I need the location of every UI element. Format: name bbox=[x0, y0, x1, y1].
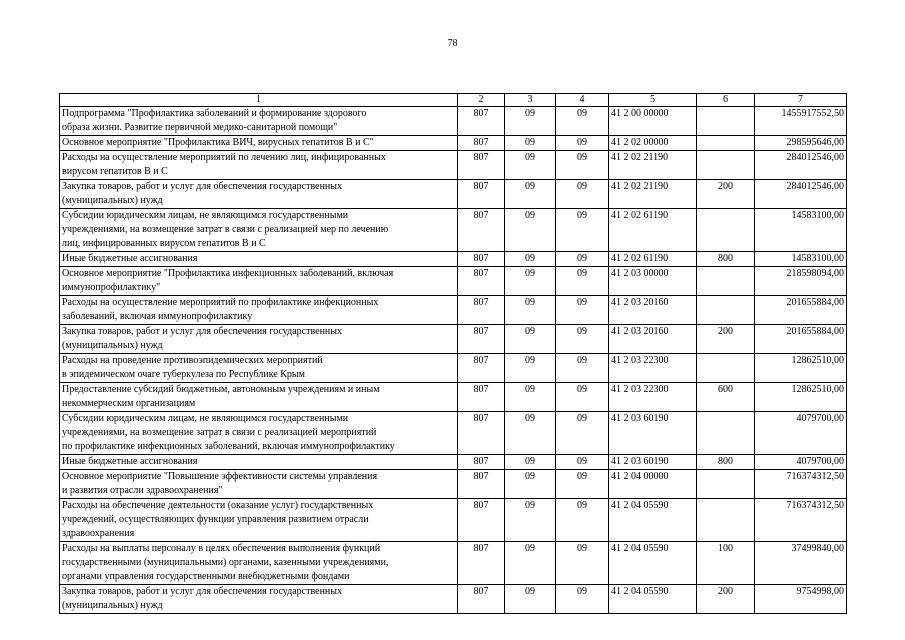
row-name-cell: Основное мероприятие "Профилактика инфекционных заболеваний, включая иммунопрофилактику" bbox=[60, 267, 458, 296]
row-name-cell: Расходы на обеспечение деятельности (оказание услуг) государственных учреждений, осуществляющих функции управления развитием отрасли здравоохранения bbox=[60, 499, 458, 542]
row-amount-cell: 12862510,00 bbox=[755, 383, 847, 412]
row-section-cell: 09 bbox=[505, 542, 556, 585]
row-name-cell: Подпрограмма "Профилактика заболеваний и формирование здорового образа жизни. Развитие первичной медико-санитарной помощи" bbox=[60, 107, 458, 136]
row-section-cell: 09 bbox=[505, 383, 556, 412]
row-amount-cell: 14583100,00 bbox=[755, 252, 847, 267]
row-section-cell: 09 bbox=[505, 252, 556, 267]
row-target-article-cell: 41 2 03 60190 bbox=[609, 412, 697, 455]
table-row bbox=[60, 267, 847, 296]
row-target-article-cell: 41 2 04 05590 bbox=[609, 542, 697, 585]
row-target-article-cell: 41 2 04 05590 bbox=[609, 499, 697, 542]
row-section-cell: 09 bbox=[505, 107, 556, 136]
row-expense-type-cell bbox=[697, 499, 755, 542]
table-row bbox=[60, 455, 847, 470]
row-subsection-cell: 09 bbox=[556, 107, 609, 136]
table-row bbox=[60, 470, 847, 499]
row-admin-code-cell: 807 bbox=[458, 383, 505, 412]
row-section-cell: 09 bbox=[505, 267, 556, 296]
row-amount-cell: 4079700,00 bbox=[755, 455, 847, 470]
row-target-article-cell: 41 2 04 05590 bbox=[609, 585, 697, 614]
row-amount-cell: 12862510,00 bbox=[755, 354, 847, 383]
table-row bbox=[60, 180, 847, 209]
row-amount-cell: 218598094,00 bbox=[755, 267, 847, 296]
row-expense-type-cell: 800 bbox=[697, 252, 755, 267]
row-target-article-cell: 41 2 03 60190 bbox=[609, 455, 697, 470]
row-name-cell: Расходы на проведение противоэпидемических мероприятий в эпидемическом очаге туберкулеза по Республике Крым bbox=[60, 354, 458, 383]
row-subsection-cell: 09 bbox=[556, 455, 609, 470]
row-name-cell: Основное мероприятие "Повышение эффективности системы управления и развития отрасли здравоохранения" bbox=[60, 470, 458, 499]
row-subsection-cell: 09 bbox=[556, 180, 609, 209]
row-amount-cell: 716374312,50 bbox=[755, 499, 847, 542]
row-expense-type-cell: 200 bbox=[697, 585, 755, 614]
row-amount-cell: 9754998,00 bbox=[755, 585, 847, 614]
row-name-cell: Расходы на выплаты персоналу в целях обеспечения выполнения функций государственными (муниципальными) органами, казенными учреждениями, органами управления государственными внебюджетными фондами bbox=[60, 542, 458, 585]
row-section-cell: 09 bbox=[505, 412, 556, 455]
row-admin-code-cell: 807 bbox=[458, 499, 505, 542]
row-admin-code-cell: 807 bbox=[458, 354, 505, 383]
row-target-article-cell: 41 2 04 00000 bbox=[609, 470, 697, 499]
row-expense-type-cell bbox=[697, 354, 755, 383]
table-row bbox=[60, 383, 847, 412]
row-target-article-cell: 41 2 02 61190 bbox=[609, 209, 697, 252]
row-subsection-cell: 09 bbox=[556, 209, 609, 252]
row-section-cell: 09 bbox=[505, 354, 556, 383]
row-admin-code-cell: 807 bbox=[458, 296, 505, 325]
table-row bbox=[60, 412, 847, 455]
row-section-cell: 09 bbox=[505, 455, 556, 470]
header-cell: 2 bbox=[458, 94, 505, 107]
row-subsection-cell: 09 bbox=[556, 267, 609, 296]
row-name-cell: Предоставление субсидий бюджетным, автономным учреждениям и иным некоммерческим организациям bbox=[60, 383, 458, 412]
row-target-article-cell: 41 2 02 21190 bbox=[609, 151, 697, 180]
table-row bbox=[60, 585, 847, 614]
row-target-article-cell: 41 2 03 00000 bbox=[609, 267, 697, 296]
row-subsection-cell: 09 bbox=[556, 470, 609, 499]
row-target-article-cell: 41 2 02 61190 bbox=[609, 252, 697, 267]
row-target-article-cell: 41 2 02 00000 bbox=[609, 136, 697, 151]
row-amount-cell: 201655884,00 bbox=[755, 325, 847, 354]
row-section-cell: 09 bbox=[505, 325, 556, 354]
row-amount-cell: 284012546,00 bbox=[755, 151, 847, 180]
table-row bbox=[60, 296, 847, 325]
row-section-cell: 09 bbox=[505, 136, 556, 151]
row-amount-cell: 201655884,00 bbox=[755, 296, 847, 325]
row-expense-type-cell: 100 bbox=[697, 542, 755, 585]
row-subsection-cell: 09 bbox=[556, 383, 609, 412]
row-admin-code-cell: 807 bbox=[458, 180, 505, 209]
row-name-cell: Расходы на осуществление мероприятий по профилактике инфекционных заболеваний, включая иммунопрофилактику bbox=[60, 296, 458, 325]
row-subsection-cell: 09 bbox=[556, 151, 609, 180]
row-expense-type-cell bbox=[697, 470, 755, 499]
row-target-article-cell: 41 2 03 22300 bbox=[609, 354, 697, 383]
header-cell: 7 bbox=[755, 94, 847, 107]
row-name-cell: Иные бюджетные ассигнования bbox=[60, 455, 458, 470]
header-row bbox=[60, 94, 847, 107]
row-name-cell: Закупка товаров, работ и услуг для обеспечения государственных (муниципальных) нужд bbox=[60, 325, 458, 354]
table-row bbox=[60, 136, 847, 151]
row-expense-type-cell: 200 bbox=[697, 180, 755, 209]
row-amount-cell: 14583100,00 bbox=[755, 209, 847, 252]
row-section-cell: 09 bbox=[505, 470, 556, 499]
row-name-cell: Субсидии юридическим лицам, не являющимся государственными учреждениями, на возмещение затрат в связи с реализацией мероприятий по профилактике инфекционных заболеваний, включая иммунопрофилактику bbox=[60, 412, 458, 455]
row-subsection-cell: 09 bbox=[556, 542, 609, 585]
row-expense-type-cell bbox=[697, 267, 755, 296]
row-name-cell: Расходы на осуществление мероприятий по лечению лиц, инфицированных вирусом гепатитов В и С bbox=[60, 151, 458, 180]
row-subsection-cell: 09 bbox=[556, 296, 609, 325]
table-row bbox=[60, 325, 847, 354]
header-cell: 4 bbox=[556, 94, 609, 107]
row-target-article-cell: 41 2 03 20160 bbox=[609, 325, 697, 354]
budget-table bbox=[59, 93, 847, 614]
row-expense-type-cell bbox=[697, 296, 755, 325]
row-subsection-cell: 09 bbox=[556, 412, 609, 455]
row-subsection-cell: 09 bbox=[556, 499, 609, 542]
header-cell: 1 bbox=[60, 94, 458, 107]
row-amount-cell: 284012546,00 bbox=[755, 180, 847, 209]
row-name-cell: Закупка товаров, работ и услуг для обеспечения государственных (муниципальных) нужд bbox=[60, 180, 458, 209]
row-target-article-cell: 41 2 02 21190 bbox=[609, 180, 697, 209]
table-row bbox=[60, 542, 847, 585]
row-admin-code-cell: 807 bbox=[458, 107, 505, 136]
row-expense-type-cell: 600 bbox=[697, 383, 755, 412]
row-subsection-cell: 09 bbox=[556, 325, 609, 354]
table-row bbox=[60, 151, 847, 180]
row-amount-cell: 4079700,00 bbox=[755, 412, 847, 455]
row-section-cell: 09 bbox=[505, 499, 556, 542]
row-target-article-cell: 41 2 03 22300 bbox=[609, 383, 697, 412]
row-admin-code-cell: 807 bbox=[458, 542, 505, 585]
row-name-cell: Субсидии юридическим лицам, не являющимся государственными учреждениями, на возмещение затрат в связи с реализацией мер по лечению лиц, инфицированных вирусом гепатитов В и С bbox=[60, 209, 458, 252]
row-section-cell: 09 bbox=[505, 180, 556, 209]
table-row bbox=[60, 354, 847, 383]
row-name-cell: Основное мероприятие "Профилактика ВИЧ, вирусных гепатитов В и С" bbox=[60, 136, 458, 151]
header-cell: 5 bbox=[609, 94, 697, 107]
page-number: 78 bbox=[447, 38, 458, 49]
header-cell: 3 bbox=[505, 94, 556, 107]
row-section-cell: 09 bbox=[505, 585, 556, 614]
row-admin-code-cell: 807 bbox=[458, 267, 505, 296]
row-admin-code-cell: 807 bbox=[458, 585, 505, 614]
row-admin-code-cell: 807 bbox=[458, 325, 505, 354]
row-subsection-cell: 09 bbox=[556, 136, 609, 151]
row-admin-code-cell: 807 bbox=[458, 470, 505, 499]
row-section-cell: 09 bbox=[505, 296, 556, 325]
row-admin-code-cell: 807 bbox=[458, 209, 505, 252]
table-row bbox=[60, 107, 847, 136]
row-expense-type-cell bbox=[697, 151, 755, 180]
header-cell: 6 bbox=[697, 94, 755, 107]
row-amount-cell: 298595646,00 bbox=[755, 136, 847, 151]
row-section-cell: 09 bbox=[505, 209, 556, 252]
table-row bbox=[60, 252, 847, 267]
row-name-cell: Иные бюджетные ассигнования bbox=[60, 252, 458, 267]
row-subsection-cell: 09 bbox=[556, 354, 609, 383]
row-expense-type-cell: 200 bbox=[697, 325, 755, 354]
row-amount-cell: 1455917552,50 bbox=[755, 107, 847, 136]
row-section-cell: 09 bbox=[505, 151, 556, 180]
row-admin-code-cell: 807 bbox=[458, 136, 505, 151]
row-admin-code-cell: 807 bbox=[458, 412, 505, 455]
row-amount-cell: 37499840,00 bbox=[755, 542, 847, 585]
row-admin-code-cell: 807 bbox=[458, 151, 505, 180]
table-row bbox=[60, 209, 847, 252]
row-subsection-cell: 09 bbox=[556, 585, 609, 614]
table-row bbox=[60, 499, 847, 542]
row-expense-type-cell bbox=[697, 412, 755, 455]
row-expense-type-cell bbox=[697, 107, 755, 136]
row-target-article-cell: 41 2 03 20160 bbox=[609, 296, 697, 325]
row-target-article-cell: 41 2 00 00000 bbox=[609, 107, 697, 136]
row-admin-code-cell: 807 bbox=[458, 252, 505, 267]
row-amount-cell: 716374312,50 bbox=[755, 470, 847, 499]
row-admin-code-cell: 807 bbox=[458, 455, 505, 470]
row-subsection-cell: 09 bbox=[556, 252, 609, 267]
row-name-cell: Закупка товаров, работ и услуг для обеспечения государственных (муниципальных) нужд bbox=[60, 585, 458, 614]
row-expense-type-cell: 800 bbox=[697, 455, 755, 470]
row-expense-type-cell bbox=[697, 136, 755, 151]
row-expense-type-cell bbox=[697, 209, 755, 252]
